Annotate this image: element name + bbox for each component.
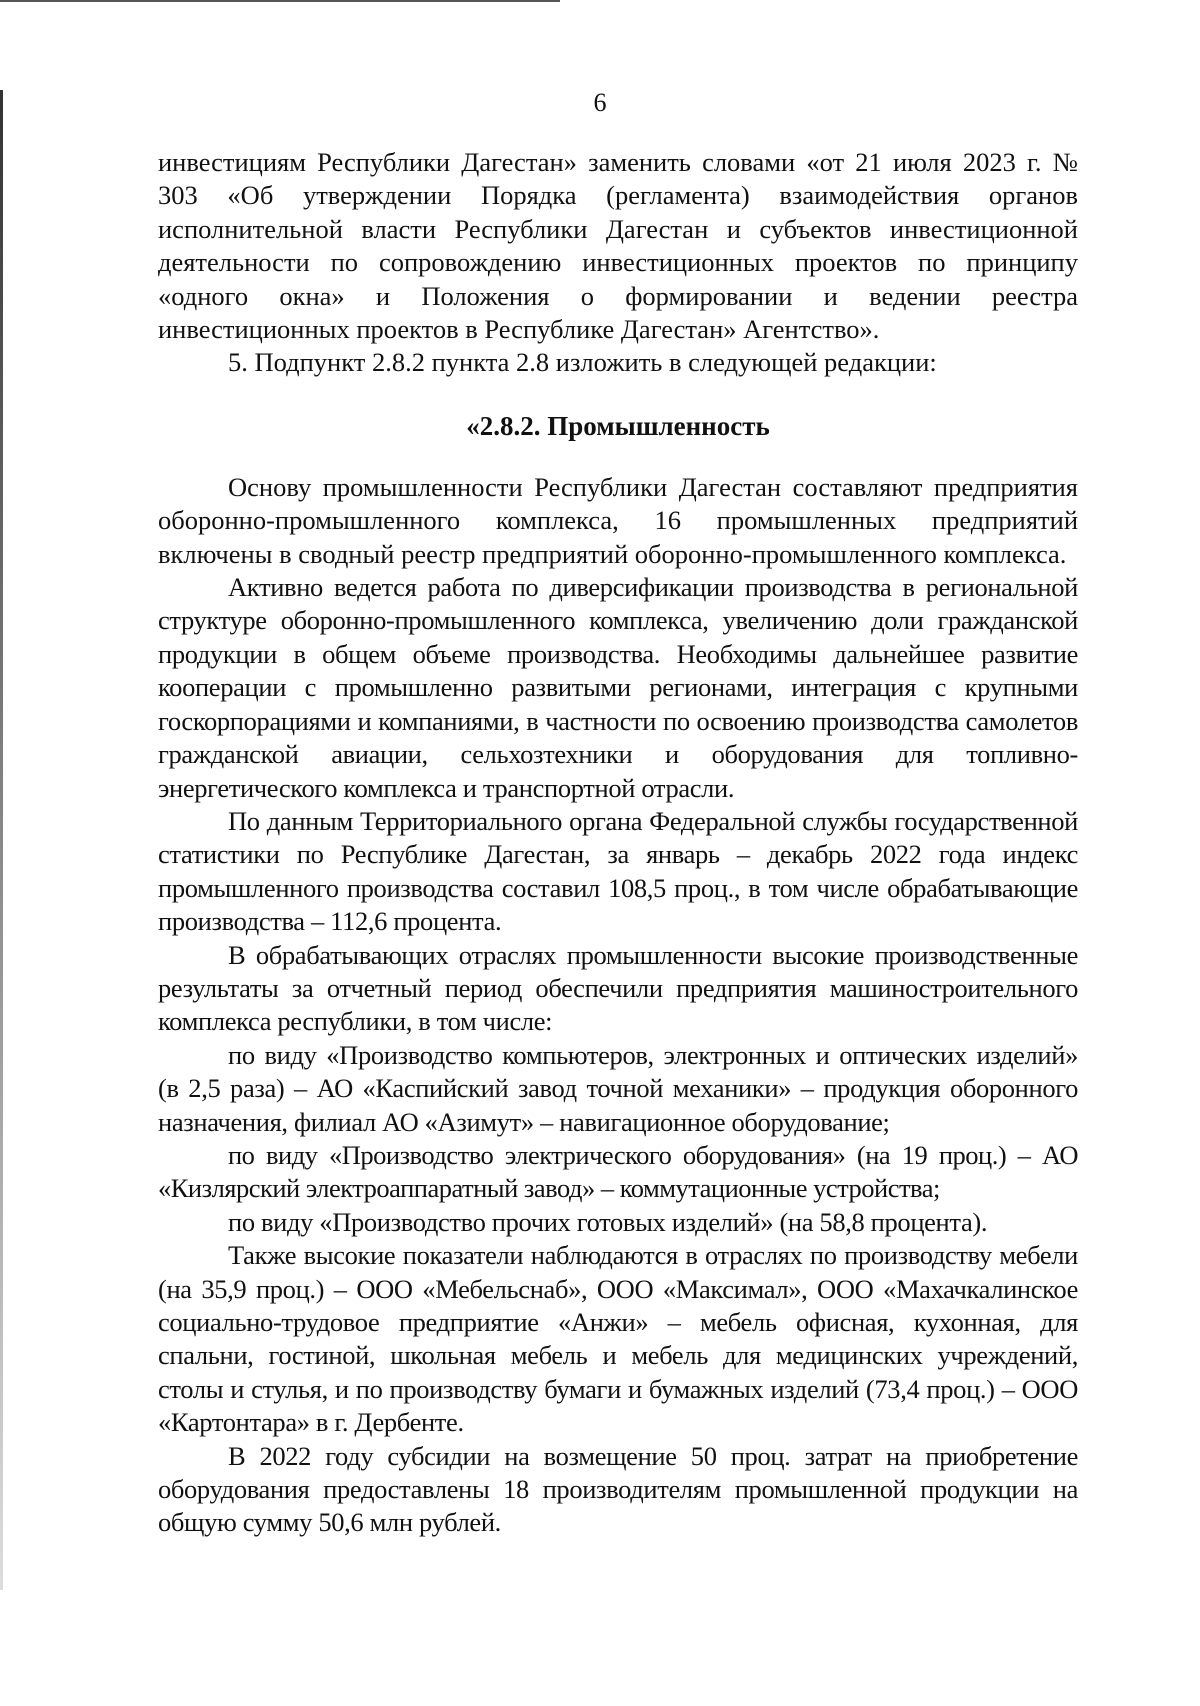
scan-edge-left bbox=[0, 90, 3, 1590]
paragraph-industry-basis: Основу промышленности Республики Дагестан составляют предприятия оборонно-промышленного комплекса, 16 промышленных предприятий включены в сводный реестр предприятий оборонно-промышленного комплекса. bbox=[158, 471, 1078, 569]
paragraph-computers-electronics: по виду «Производство компьютеров, электронных и оптических изделий» (в 2,5 раза) – АО «Каспийский завод точной механики» – продукция оборонного назначения, филиал АО «Азимут» – навигационное оборудование; bbox=[158, 1039, 1078, 1137]
paragraph-other-products: по виду «Производство прочих готовых изделий» (на 58,8 процента). bbox=[228, 1206, 988, 1237]
paragraph-diversification: Активно ведется работа по диверсификации производства в региональной структуре оборонно-промышленного комплекса, увеличению доли гражданской продукции в общем объеме производства. Необходимы дальнейшее развитие кооперации с промышленно развитыми регионами, интеграция с крупными госкорпорациями и компаниями, в частности по освоению производства самолетов гражданской авиации, сельхозтехники и оборудования для топливно-энергетического комплекса и транспортной отрасли. bbox=[158, 572, 1078, 803]
paragraph-subsidies: В 2022 году субсидии на возмещение 50 проц. затрат на приобретение оборудования предоставлены 18 производителям промышленной продукции на общую сумму 50,6 млн рублей. bbox=[158, 1440, 1078, 1538]
paragraph-furniture-paper: Также высокие показатели наблюдаются в отраслях по производству мебели (на 35,9 проц.) – ООО «Мебельснаб», ООО «Максимал», ООО «Махачкалинское социально-трудовое предприятие «Анжи» – мебель офисная, кухонная, для спальни, гостиной, школьная мебель и мебель для медицинских учреждений, столы и стулья, и по производству бумаги и бумажных изделий (73,4 проц.) – ООО «Картонтара» в г. Дербенте. bbox=[158, 1240, 1078, 1438]
paragraph-electrical-equipment: по виду «Производство электрического оборудования» (на 19 проц.) – АО «Кизлярский электроаппаратный завод» – коммутационные устройства; bbox=[158, 1139, 1078, 1204]
paragraph-amendment-item-5: 5. Подпункт 2.8.2 пункта 2.8 изложить в следующей редакции: bbox=[228, 347, 937, 378]
page-number: 6 bbox=[593, 88, 607, 117]
paragraph-statistics: По данным Территориального органа Федеральной службы государственной статистики по Республике Дагестан, за январь – декабрь 2022 года индекс промышленного производства составил 108,5 проц., в том числе обрабатывающие производства – 112,6 процента. bbox=[158, 805, 1078, 937]
paragraph-manufacturing-results: В обрабатывающих отраслях промышленности высокие производственные результаты за отчетный период обеспечили предприятия машиностроительного комплекса республики, в том числе: bbox=[158, 939, 1078, 1037]
document-body bbox=[158, 146, 1078, 1540]
section-heading: «2.8.2. Промышленность bbox=[466, 410, 770, 441]
scan-edge-top bbox=[0, 0, 560, 2]
paragraph-continuation: инвестициям Республики Дагестан» заменить словами «от 21 июля 2023 г. № 303 «Об утверждении Порядка (регламента) взаимодействия органов исполнительной власти Республики Дагестан и субъектов инвестиционной деятельности по сопровождению инвестиционных проектов по принципу «одного окна» и Положения о формировании и ведении реестра инвестиционных проектов в Республике Дагестан» Агентство». bbox=[158, 147, 1078, 345]
